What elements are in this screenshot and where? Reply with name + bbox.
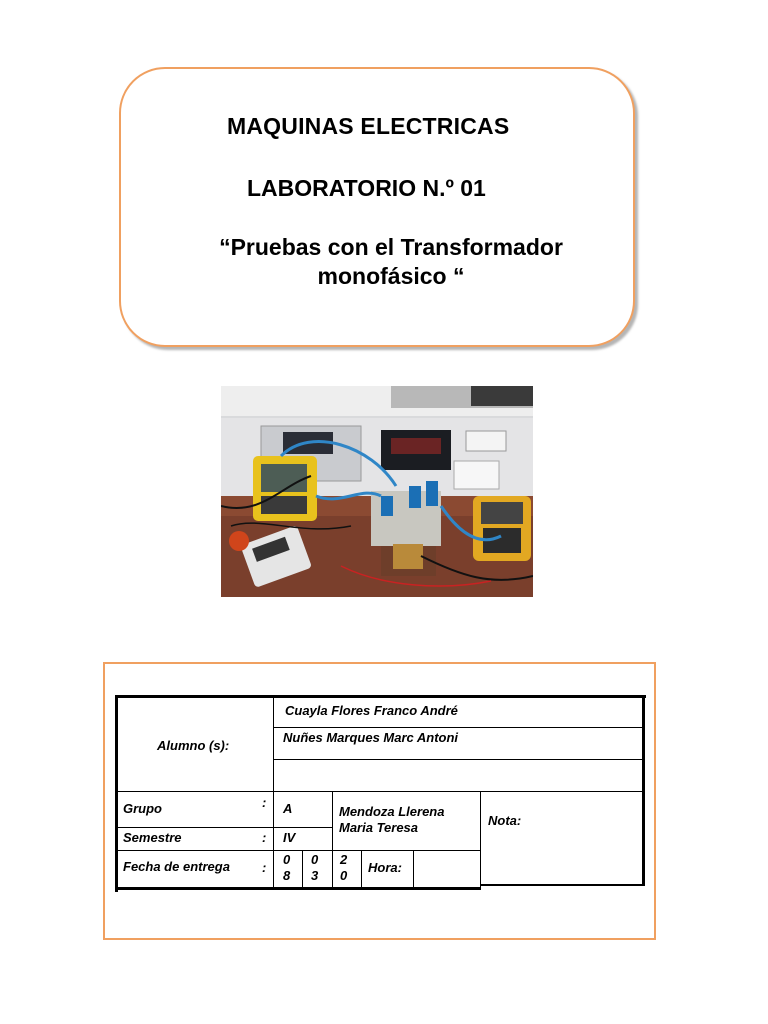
grupo-value: A [283,801,293,816]
fecha-day-digit-1: 0 [283,852,291,867]
lab-subtitle [181,233,601,291]
alumno-row-line-3 [118,791,642,792]
fecha-year-digit-2: 0 [340,868,348,883]
table-border-right [642,695,645,886]
lab-photo-illustration [221,386,533,597]
alumno-row-line-2 [273,759,642,760]
grupo-label: Grupo [123,801,162,816]
fecha-year-digit-1: 2 [340,852,348,867]
table-border-top [115,695,646,698]
profesor-name [339,804,444,836]
alumno-label: Alumno (s): [157,738,230,753]
grupo-colon: : [262,795,267,810]
subtitle-line-2: monofásico “ [317,263,465,289]
fecha-colon: : [262,860,267,875]
grupo-row-line [118,827,332,828]
label-value-divider [273,792,274,888]
fecha-day-digit-2: 8 [283,868,291,883]
subtitle-line-1: “Pruebas con el Transformador [219,234,563,260]
hora-divider [413,850,414,888]
fecha-divider-2 [361,850,362,888]
alumno-name-1: Cuayla Flores Franco André [285,703,458,718]
fecha-month-digit-1: 0 [311,852,319,867]
grupo-value-divider [332,792,333,888]
lab-equipment-photo [221,386,533,597]
alumno-row-line-1 [273,727,642,728]
hora-label: Hora: [368,860,402,875]
semestre-value: IV [283,830,296,845]
nota-label: Nota: [488,813,522,828]
lab-number: LABORATORIO N.º 01 [247,175,486,201]
alumno-name-2: Nuñes Marques Marc Antoni [283,730,459,745]
semestre-row-line [118,850,480,851]
fecha-month-digit-2: 3 [311,868,319,883]
fecha-label: Fecha de entrega [123,859,230,874]
title-box [119,67,635,347]
semestre-label: Semestre [123,830,182,845]
fecha-divider-1 [302,850,303,888]
profesor-line-2: Maria Teresa [339,820,419,835]
alumno-divider-vertical [273,698,274,792]
table-border-bottom [115,887,481,890]
profesor-line-1: Mendoza Llerena [339,804,445,819]
table-border-left [115,695,118,892]
table-border-bottom-right [481,884,645,886]
nota-divider [480,792,481,888]
semestre-colon: : [262,830,267,845]
course-title: MAQUINAS ELECTRICAS [227,113,510,139]
